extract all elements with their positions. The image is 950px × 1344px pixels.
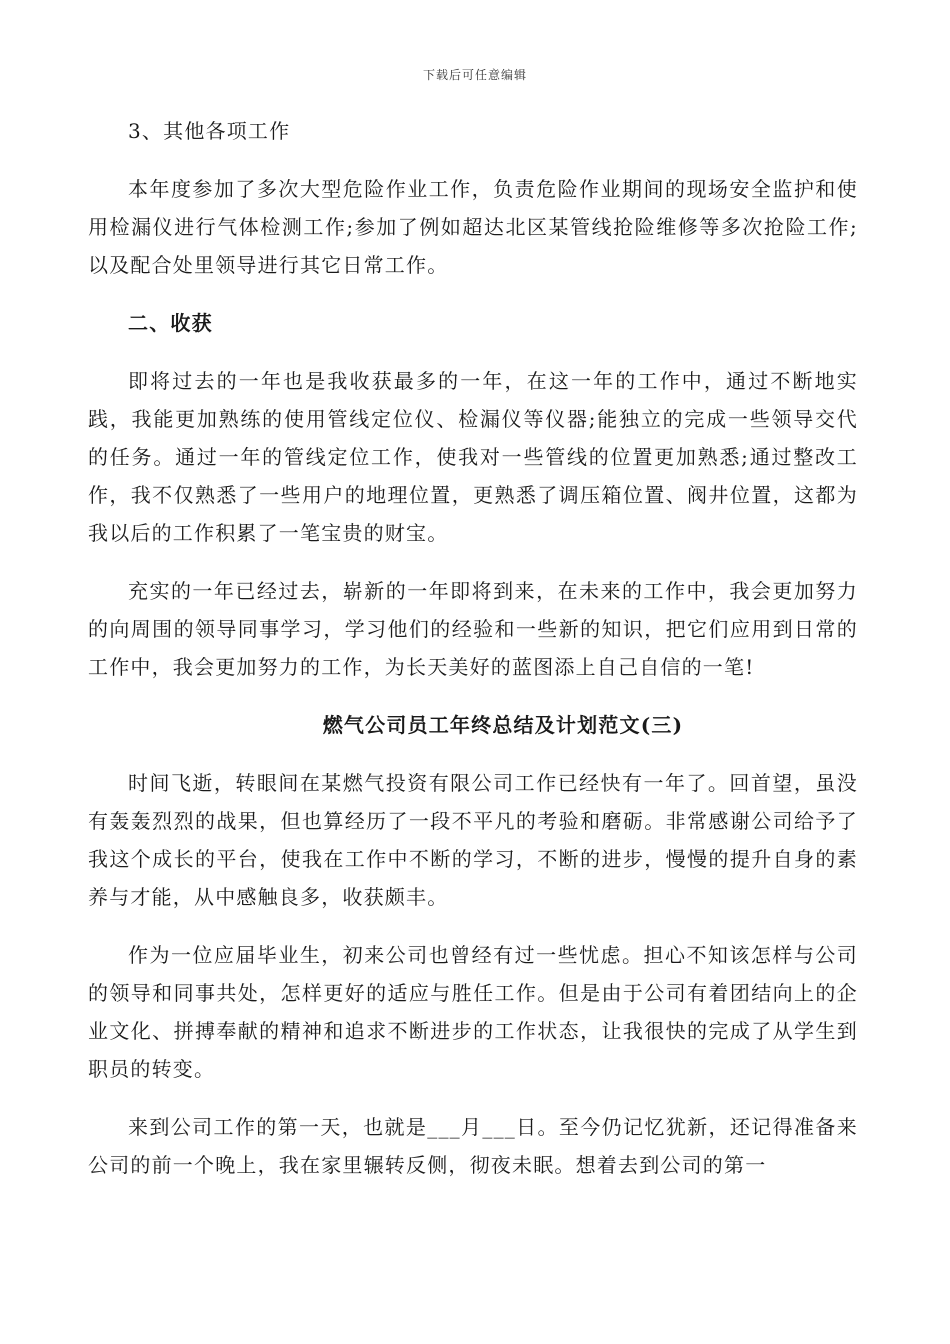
article3-paragraph-3: 来到公司工作的第一天，也就是___月___日。至今仍记忆犹新，还记得准备来公司的前一个晚上，我在家里辗转反侧，彻夜未眠。想着去到公司的第一 [88, 1115, 858, 1177]
section2-paragraph-2: 充实的一年已经过去，崭新的一年即将到来，在未来的工作中，我会更加努力的向周围的领导同事学习，学习他们的经验和一些新的知识，把它们应用到日常的工作中，我会更加努力的工作，为长天美好的蓝图添上自己自信的一笔! [88, 579, 858, 679]
item3-paragraph: 本年度参加了多次大型危险作业工作，负责危险作业期间的现场安全监护和使用检漏仪进行气体检测工作;参加了例如超达北区某管线抢险维修等多次抢险工作;以及配合处里领导进行其它日常工作。 [88, 177, 858, 277]
article3-paragraph-2: 作为一位应届毕业生，初来公司也曾经有过一些忧虑。担心不知该怎样与公司的领导和同事共处，怎样更好的适应与胜任工作。但是由于公司有着团结向上的企业文化、拼搏奉献的精神和追求不断进步的工作状态，让我很快的完成了从学生到职员的转变。 [88, 943, 858, 1081]
section2-paragraph-1: 即将过去的一年也是我收获最多的一年，在这一年的工作中，通过不断地实践，我能更加熟练的使用管线定位仪、检漏仪等仪器;能独立的完成一些领导交代的任务。通过一年的管线定位工作，使我对一些管线的位置更加熟悉;通过整改工作，我不仅熟悉了一些用户的地理位置，更熟悉了调压箱位置、阀井位置，这都为我以后的工作积累了一笔宝贵的财宝。 [88, 369, 858, 545]
section2-heading: 二、收获 [128, 311, 213, 335]
document-body [88, 112, 858, 1204]
header-note: 下载后可任意编辑 [422, 68, 527, 82]
item3-heading: 3、其他各项工作 [128, 119, 291, 143]
article3-title: 燃气公司员工年终总结及计划范文(三) [322, 713, 684, 737]
article3-paragraph-1: 时间飞逝，转眼间在某燃气投资有限公司工作已经快有一年了。回首望，虽没有轰轰烈烈的战果，但也算经历了一段不平凡的考验和磨砺。非常感谢公司给予了我这个成长的平台，使我在工作中不断的学习，不断的进步，慢慢的提升自身的素养与才能，从中感触良多，收获颇丰。 [88, 771, 858, 909]
